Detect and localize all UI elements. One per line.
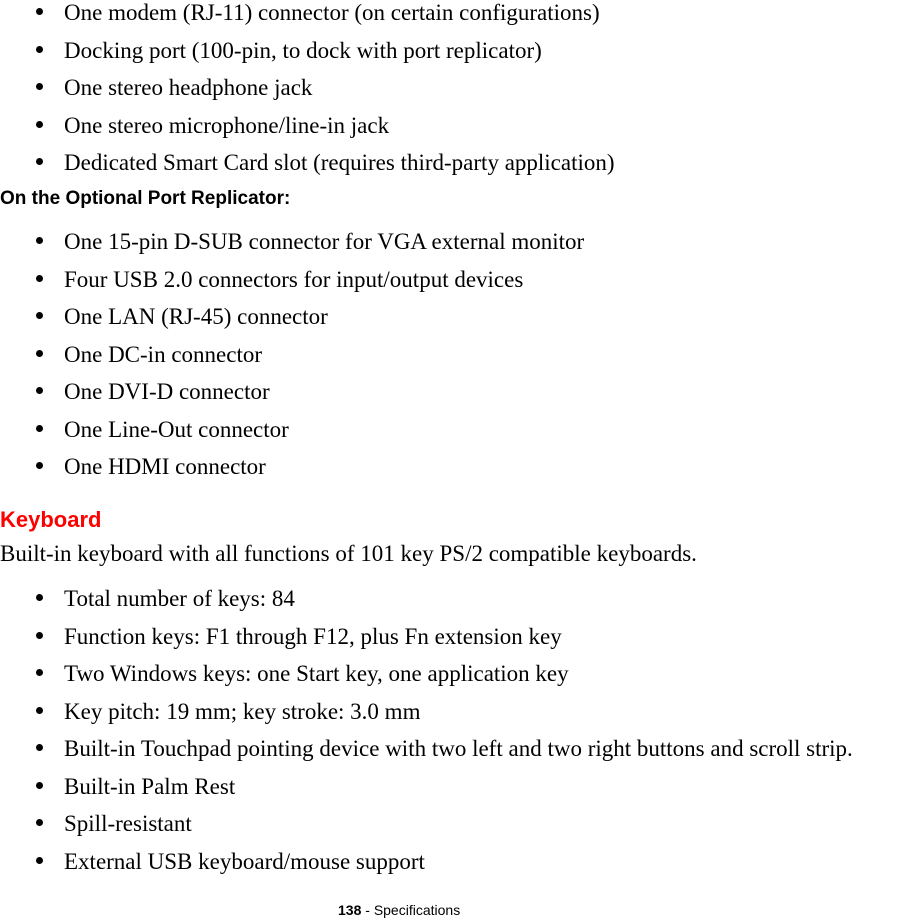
list-item-text: Total number of keys: 84 <box>64 586 295 611</box>
list-item-text: One Line-Out connector <box>64 416 289 442</box>
list-item-text: One DVI-D connector <box>64 379 270 404</box>
bullet-icon <box>36 462 43 469</box>
page-footer <box>338 901 460 919</box>
footer-section-name: Specifications <box>373 902 461 918</box>
list-item-text: One DC-in connector <box>64 341 262 367</box>
list-item-text: Built-in Touchpad pointing device with two left and two right buttons and scroll strip. <box>64 736 853 761</box>
list-item-text: Function keys: F1 through F12, plus Fn extension key <box>64 623 562 649</box>
bullet-icon <box>36 83 43 90</box>
bullet-icon <box>36 121 43 128</box>
list-item-text: External USB keyboard/mouse support <box>64 848 425 874</box>
list-item-text: Built-in Palm Rest <box>64 773 236 799</box>
bullet-icon <box>36 857 43 864</box>
bullet-icon <box>36 350 43 357</box>
bullet-icon <box>36 707 43 714</box>
bullet-icon <box>36 819 43 826</box>
list-item-text: One LAN (RJ-45) connector <box>64 304 328 329</box>
port-replicator-heading: On the Optional Port Replicator: <box>0 188 291 209</box>
bullet-icon <box>36 275 43 282</box>
list-item-text: Docking port (100-pin, to dock with port replicator) <box>64 37 542 63</box>
bullet-icon <box>36 8 43 15</box>
footer-separator: - <box>361 902 374 918</box>
list-item-text: One HDMI connector <box>64 454 266 479</box>
bullet-icon <box>36 237 43 244</box>
bullet-icon <box>36 46 43 53</box>
list-item-text: Key pitch: 19 mm; key stroke: 3.0 mm <box>64 698 421 724</box>
page-number: 138 <box>338 902 362 918</box>
bullet-icon <box>36 387 43 394</box>
bullet-icon <box>36 312 43 319</box>
keyboard-intro: Built-in keyboard with all functions of 101 key PS/2 compatible keyboards. <box>0 541 697 566</box>
bullet-icon <box>36 782 43 789</box>
list-item-text: Four USB 2.0 connectors for input/output devices <box>64 266 524 292</box>
list-item-text: Dedicated Smart Card slot (requires third-party application) <box>64 150 615 175</box>
bullet-icon <box>36 425 43 432</box>
bullet-icon <box>36 594 43 601</box>
list-item-text: Two Windows keys: one Start key, one application key <box>64 661 569 686</box>
list-item-text: One modem (RJ-11) connector (on certain configurations) <box>64 0 600 25</box>
bullet-icon <box>36 158 43 165</box>
bullet-icon <box>36 669 43 676</box>
list-item-text: One 15-pin D-SUB connector for VGA external monitor <box>64 229 585 254</box>
list-item-text: One stereo microphone/line-in jack <box>64 112 390 138</box>
bullet-icon <box>36 632 43 639</box>
keyboard-section-title: Keyboard <box>0 507 102 532</box>
list-item-text: Spill-resistant <box>64 811 192 836</box>
bullet-icon <box>36 744 43 751</box>
list-item-text: One stereo headphone jack <box>64 75 313 100</box>
